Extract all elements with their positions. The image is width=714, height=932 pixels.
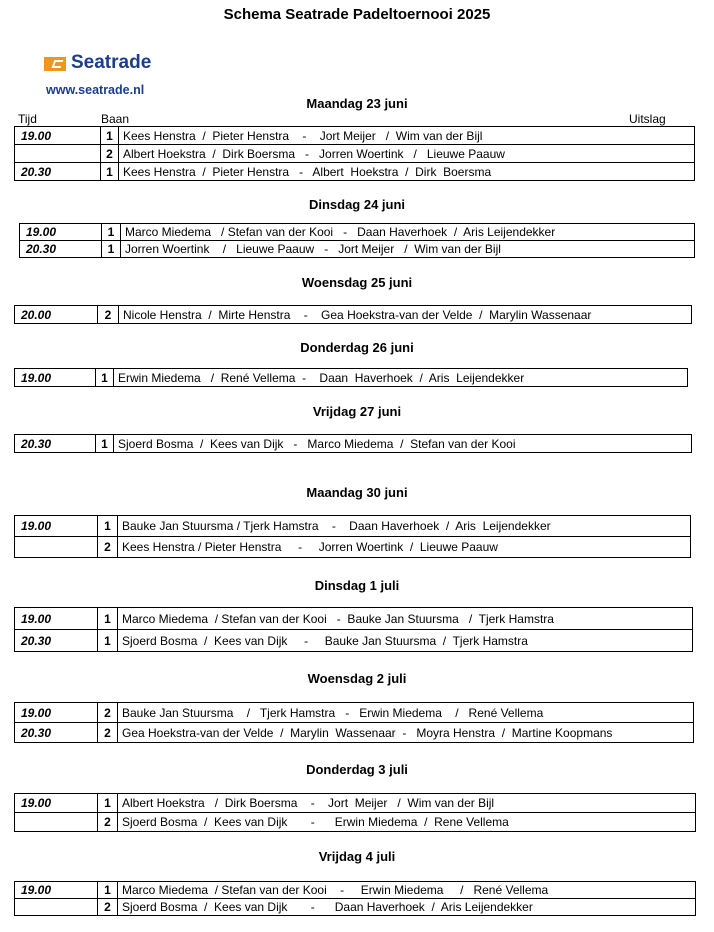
- day-heading: Maandag 30 juni: [306, 485, 408, 500]
- match-players: Kees Henstra / Pieter Henstra - Jort Meijer / Wim van der Bijl: [119, 127, 695, 145]
- match-court: 1: [101, 127, 119, 145]
- day-heading: Donderdag 3 juli: [306, 762, 408, 777]
- match-time: 20.30: [15, 723, 98, 743]
- match-row: [15, 608, 693, 630]
- match-row: [15, 306, 692, 324]
- match-court: 2: [98, 703, 118, 723]
- match-time: 20.30: [20, 241, 102, 258]
- match-row: [20, 224, 695, 241]
- day-heading: Woensdag 2 juli: [307, 671, 407, 686]
- logo-text: Seatrade: [71, 52, 152, 73]
- match-table: [14, 368, 688, 387]
- match-court: 2: [98, 899, 118, 916]
- match-row: [15, 794, 696, 813]
- match-court: 2: [98, 723, 118, 743]
- match-time: 19.00: [20, 224, 102, 241]
- match-players: Sjoerd Bosma / Kees van Dijk - Erwin Miedema / Rene Vellema: [118, 813, 696, 832]
- day-heading: Vrijdag 4 juli: [318, 849, 396, 864]
- match-time: 19.00: [15, 127, 101, 145]
- match-players: Albert Hoekstra / Dirk Boersma - Jort Meijer / Wim van der Bijl: [118, 794, 696, 813]
- seatrade-logo-icon: [44, 57, 66, 71]
- match-row: [15, 899, 696, 916]
- match-players: Gea Hoekstra-van der Velde / Marylin Wassenaar - Moyra Henstra / Martine Koopmans: [118, 723, 694, 743]
- match-court: 1: [102, 224, 121, 241]
- match-time: 20.30: [15, 435, 96, 453]
- match-table: [14, 607, 693, 652]
- match-table: [19, 223, 695, 258]
- match-table: [14, 305, 692, 324]
- match-table: [14, 702, 694, 743]
- match-court: 1: [96, 369, 114, 387]
- match-players: Jorren Woertink / Lieuwe Paauw - Jort Meijer / Wim van der Bijl: [121, 241, 695, 258]
- match-row: [15, 435, 692, 453]
- match-court: 1: [98, 630, 118, 652]
- match-court: 2: [98, 813, 118, 832]
- match-row: [15, 703, 694, 723]
- seatrade-logo: [44, 52, 174, 75]
- page-title: Schema Seatrade Padeltoernooi 2025: [223, 6, 491, 23]
- day-heading: Vrijdag 27 juni: [312, 404, 402, 419]
- match-court: 1: [98, 516, 118, 537]
- day-heading: Woensdag 25 juni: [301, 275, 413, 290]
- match-time: 19.00: [15, 516, 98, 537]
- match-players: Marco Miedema / Stefan van der Kooi - Bauke Jan Stuursma / Tjerk Hamstra: [118, 608, 693, 630]
- match-players: Nicole Henstra / Mirte Henstra - Gea Hoekstra-van der Velde / Marylin Wassenaar: [119, 306, 692, 324]
- match-court: 1: [98, 882, 118, 899]
- match-row: [15, 127, 695, 145]
- match-court: 1: [102, 241, 121, 258]
- match-time: 20.30: [15, 163, 101, 181]
- match-row: [15, 516, 691, 537]
- match-row: [15, 630, 693, 652]
- match-table: [14, 126, 695, 181]
- match-time: [15, 145, 101, 163]
- match-players: Bauke Jan Stuursma / Tjerk Hamstra - Daan Haverhoek / Aris Leijendekker: [118, 516, 691, 537]
- match-row: [15, 163, 695, 181]
- match-players: Marco Miedema / Stefan van der Kooi - Daan Haverhoek / Aris Leijendekker: [121, 224, 695, 241]
- match-table: [14, 793, 696, 832]
- match-row: [15, 369, 688, 387]
- match-time: [15, 813, 98, 832]
- match-table: [14, 434, 692, 453]
- match-court: 2: [98, 306, 119, 324]
- match-time: 19.00: [15, 794, 98, 813]
- match-time: 19.00: [15, 703, 98, 723]
- match-players: Erwin Miedema / René Vellema - Daan Haverhoek / Aris Leijendekker: [114, 369, 688, 387]
- match-court: 1: [98, 608, 118, 630]
- match-players: Kees Henstra / Pieter Henstra - Albert Hoekstra / Dirk Boersma: [119, 163, 695, 181]
- match-players: Sjoerd Bosma / Kees van Dijk - Marco Miedema / Stefan van der Kooi: [114, 435, 692, 453]
- match-row: [15, 723, 694, 743]
- day-heading: Dinsdag 1 juli: [314, 578, 400, 593]
- match-row: [15, 813, 696, 832]
- match-table: [14, 515, 691, 558]
- day-heading: Donderdag 26 juni: [300, 340, 414, 355]
- match-time: [15, 537, 98, 558]
- match-row: [15, 145, 695, 163]
- match-players: Sjoerd Bosma / Kees van Dijk - Bauke Jan Stuursma / Tjerk Hamstra: [118, 630, 693, 652]
- match-time: 19.00: [15, 608, 98, 630]
- website-link[interactable]: www.seatrade.nl: [46, 83, 145, 97]
- match-players: Bauke Jan Stuursma / Tjerk Hamstra - Erwin Miedema / René Vellema: [118, 703, 694, 723]
- match-players: Marco Miedema / Stefan van der Kooi - Erwin Miedema / René Vellema: [118, 882, 696, 899]
- match-players: Albert Hoekstra / Dirk Boersma - Jorren Woertink / Lieuwe Paauw: [119, 145, 695, 163]
- match-time: 20.00: [15, 306, 98, 324]
- match-court: 1: [101, 163, 119, 181]
- match-court: 1: [96, 435, 114, 453]
- match-players: Kees Henstra / Pieter Henstra - Jorren Woertink / Lieuwe Paauw: [118, 537, 691, 558]
- match-row: [20, 241, 695, 258]
- match-court: 2: [101, 145, 119, 163]
- match-table: [14, 881, 696, 916]
- match-time: 19.00: [15, 369, 96, 387]
- day-heading: Maandag 23 juni: [306, 96, 408, 111]
- column-header-result: Uitslag: [629, 112, 666, 126]
- column-header-time: Tijd: [18, 112, 37, 126]
- match-time: [15, 899, 98, 916]
- day-heading: Dinsdag 24 juni: [308, 197, 406, 212]
- match-time: 20.30: [15, 630, 98, 652]
- match-row: [15, 882, 696, 899]
- match-players: Sjoerd Bosma / Kees van Dijk - Daan Haverhoek / Aris Leijendekker: [118, 899, 696, 916]
- column-header-court: Baan: [101, 112, 130, 126]
- match-time: 19.00: [15, 882, 98, 899]
- match-row: [15, 537, 691, 558]
- match-court: 2: [98, 537, 118, 558]
- match-court: 1: [98, 794, 118, 813]
